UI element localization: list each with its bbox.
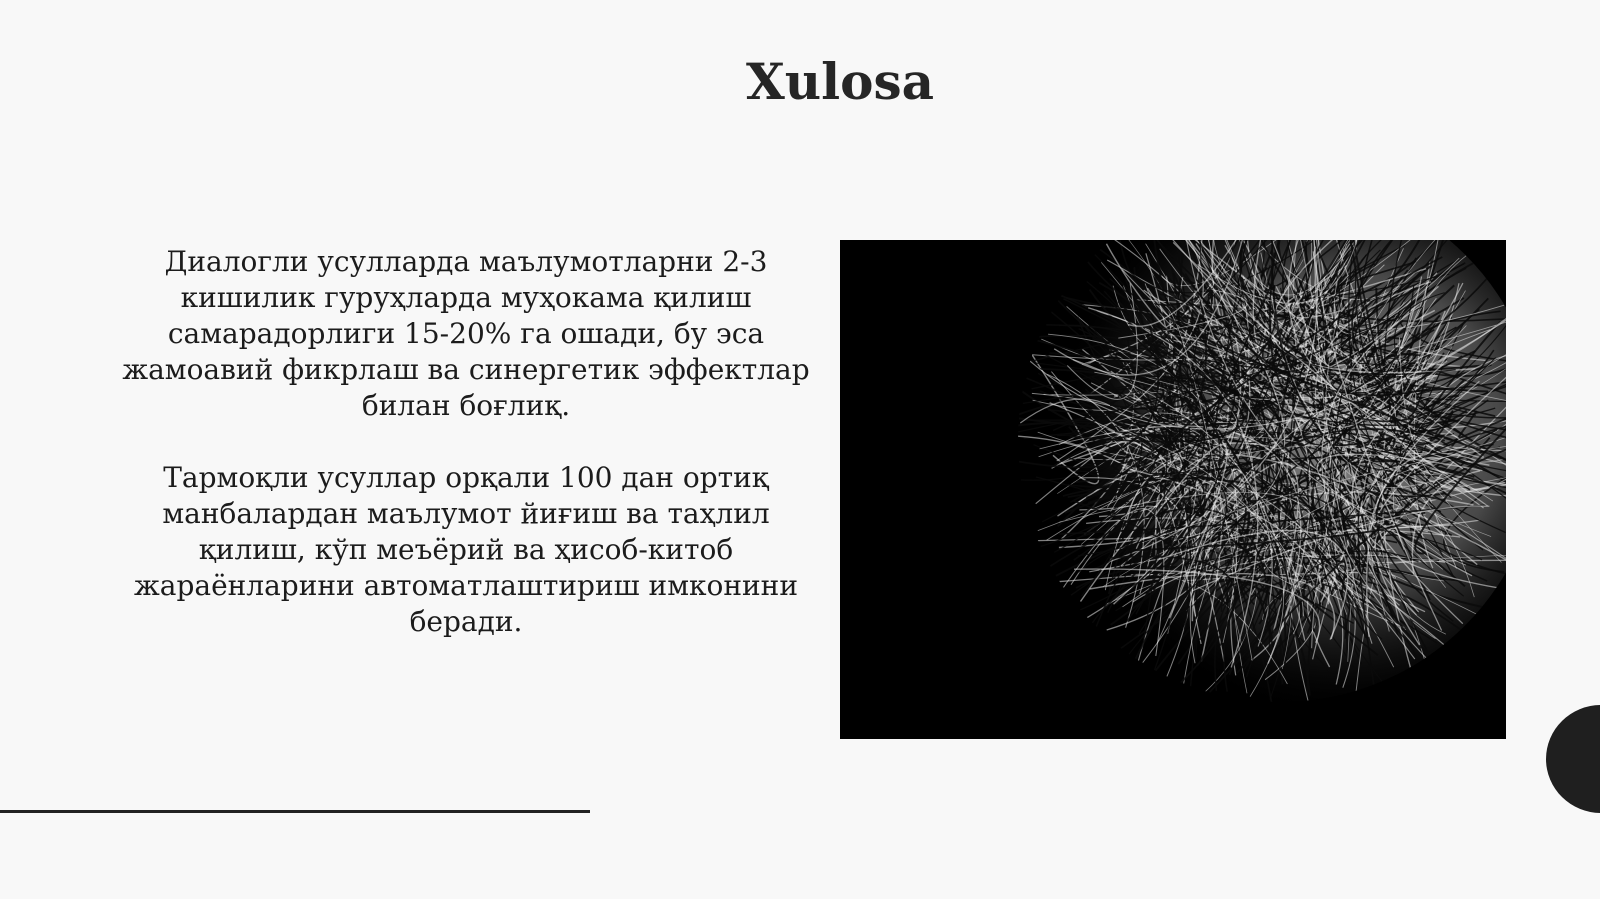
paragraph-dialog-methods: Диалогли усулларда маълумотларни 2-3 кишилик гуруҳларда муҳокама қилиш самарадорлиги 15-20% га ошади, бу эса жамоавий фикрлаш ва синергетик эффектлар билан боғлиқ. — [122, 245, 810, 422]
slide-title: Xulosa — [745, 52, 935, 111]
string-ball-image — [840, 240, 1506, 739]
paragraph-network-methods: Тармоқли усуллар орқали 100 дан ортиқ манбалардан маълумот йиғиш ва таҳлил қилиш, кўп меъёрий ва ҳисоб-китоб жараёнларини автоматлаштириш имконини беради. — [134, 461, 798, 638]
divider-line — [0, 810, 590, 813]
body-text — [108, 244, 824, 640]
decorative-half-circle — [1546, 705, 1600, 813]
string-ball-photo — [840, 240, 1506, 739]
